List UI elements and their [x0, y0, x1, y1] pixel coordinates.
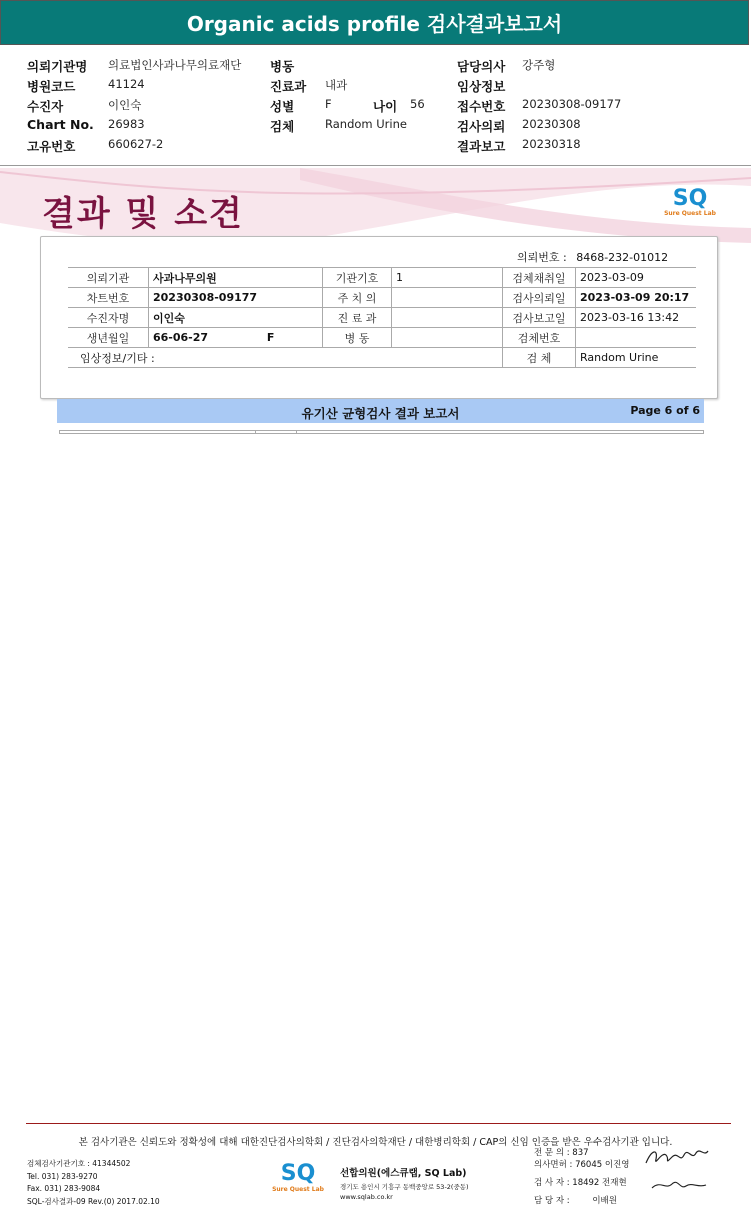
cell-label: 기관기호: [323, 268, 392, 288]
report-title: Organic acids profile 검사결과보고서: [186, 12, 563, 36]
sq-footer-logo-subtitle: Sure Quest Lab: [272, 1186, 324, 1193]
report-section-title: 유기산 균형검사 결과 보고서: [301, 406, 460, 421]
footer-line: 검체검사기관기호 : 41344502: [27, 1159, 131, 1168]
header-mid-labels: [270, 57, 306, 137]
value-patient: 이인숙: [108, 98, 142, 112]
label-hospital-code: 병원코드: [27, 79, 76, 94]
value-age: 56: [410, 97, 425, 111]
manager-label: 담 당 자 :: [534, 1196, 570, 1206]
cell-value: [392, 328, 503, 348]
signatory-3: [534, 1194, 617, 1206]
header-left-labels: [27, 57, 94, 157]
cell-value: Random Urine: [576, 348, 697, 368]
value-institution: 의료법인사과나무의료재단: [108, 58, 242, 72]
cell-value: [392, 288, 503, 308]
label-request-date: 검사의뢰: [457, 119, 506, 134]
cell-label: 생년월일: [68, 328, 149, 348]
birth-date: 66-06-27: [153, 331, 209, 344]
cell-value: 20230308-09177: [149, 288, 323, 308]
value-dept: 내과: [325, 78, 348, 92]
label-receipt-no: 접수번호: [457, 99, 506, 114]
table-row: [68, 348, 696, 368]
cell-label: 검체번호: [503, 328, 576, 348]
footer-divider: [26, 1123, 731, 1124]
label-sex: 성별: [270, 99, 295, 114]
sq-logo-text: SQ: [672, 186, 708, 211]
signatory-1: [534, 1146, 630, 1170]
label-age: 나이: [373, 99, 398, 114]
table-row: [68, 328, 696, 348]
cell-label: 차트번호: [68, 288, 149, 308]
cell-value: 2023-03-16 13:42: [576, 308, 697, 328]
request-no-value: 8468-232-01012: [576, 251, 669, 264]
sq-logo: [664, 188, 716, 217]
value-hospital-code: 41124: [108, 77, 145, 91]
table-row: [68, 268, 696, 288]
page-indicator: Page 6 of 6: [630, 404, 700, 417]
cell-label: 주 치 의: [323, 288, 392, 308]
value-request-date: 20230308: [522, 117, 581, 131]
results-title: 결과 및 소견: [42, 194, 244, 234]
lab-info: [340, 1165, 469, 1201]
lab-address: 경기도 용인시 기흥구 동백중앙로 53-2(중동): [340, 1183, 469, 1191]
footer-line: Tel. 031) 283-9270: [27, 1171, 98, 1181]
label-ward: 병동: [270, 59, 295, 74]
cell-value: 2023-03-09 20:17: [576, 288, 697, 308]
sq-footer-logo: [272, 1162, 324, 1193]
specialist-no: 전 문 의 : 837: [534, 1148, 589, 1158]
doctor-license: 의사면허 : 76045 이진영: [534, 1160, 630, 1170]
cell-label: 검사보고일: [503, 308, 576, 328]
lab-website: www.sqlab.co.kr: [340, 1193, 393, 1201]
label-institution: 의뢰기관명: [27, 59, 88, 74]
clinical-info-label: 임상정보/기타 :: [68, 348, 503, 368]
cell-label: 의뢰기관: [68, 268, 149, 288]
value-unique-no: 660627-2: [108, 137, 164, 151]
sq-logo-subtitle: Sure Quest Lab: [664, 210, 716, 217]
value-specimen: Random Urine: [325, 117, 407, 131]
header-right-values: [522, 57, 621, 157]
lab-name: 선합의원(에스큐랩, SQ Lab): [340, 1168, 467, 1179]
strip-divider: [255, 431, 256, 434]
label-unique-no: 고유번호: [27, 139, 76, 154]
request-number: [517, 249, 668, 265]
patient-info-table: [68, 267, 696, 368]
label-patient: 수진자: [27, 99, 64, 114]
value-doctor: 강주형: [522, 58, 556, 72]
sq-footer-logo-text: SQ: [280, 1161, 316, 1186]
value-receipt-no: 20230308-09177: [522, 97, 622, 111]
label-doctor: 담당의사: [457, 59, 506, 74]
accreditation-note: 본 검사기관은 신뢰도와 정확성에 대해 대한진단검사의학회 / 진단검사의학재단 / 대한병리학회 / CAP의 신임 인증을 받은 우수검사기관 입니다.: [78, 1137, 673, 1148]
empty-table-strip: [59, 430, 704, 434]
value-report-date: 20230318: [522, 137, 581, 151]
cell-label: 검체채취일: [503, 268, 576, 288]
birth-sex: F: [266, 331, 275, 344]
footer-line: SQL-검사결과-09 Rev.(0) 2017.02.10: [27, 1196, 160, 1206]
signature-1-icon: [644, 1145, 710, 1171]
cell-label: 병 동: [323, 328, 392, 348]
cell-value: [149, 328, 323, 348]
header-divider: [0, 165, 751, 166]
cell-value: 사과나무의원: [149, 268, 323, 288]
cell-label: 진 료 과: [323, 308, 392, 328]
cell-value: 2023-03-09: [576, 268, 697, 288]
label-specimen: 검체: [270, 119, 295, 134]
label-clinical-info: 임상정보: [457, 79, 506, 94]
value-chart-no: 26983: [108, 117, 145, 131]
signature-2-icon: [650, 1176, 708, 1194]
header-left-values: [108, 57, 241, 157]
table-row: [68, 308, 696, 328]
cell-value: 이인숙: [149, 308, 323, 328]
footer-contact: [27, 1158, 160, 1208]
cell-value: [392, 308, 503, 328]
cell-value: [576, 328, 697, 348]
value-ward: [325, 57, 407, 77]
report-header-bar: [0, 0, 749, 45]
strip-divider: [296, 431, 297, 434]
value-sex: F: [325, 97, 332, 111]
signatory-2: 검 사 자 : 18492 전재현: [534, 1178, 627, 1188]
footer-line: Fax. 031) 283-9084: [27, 1184, 101, 1193]
request-no-label: 의뢰번호 :: [517, 251, 567, 264]
header-right-labels: [457, 57, 505, 157]
cell-label: 수진자명: [68, 308, 149, 328]
table-row: [68, 288, 696, 308]
label-chart-no: Chart No.: [27, 117, 94, 132]
cell-label: 검 체: [503, 348, 576, 368]
cell-label: 검사의뢰일: [503, 288, 576, 308]
label-dept: 진료과: [270, 79, 307, 94]
report-section-bar: [57, 399, 704, 423]
cell-value: 1: [392, 268, 503, 288]
value-clinical-info: [522, 77, 621, 97]
label-report-date: 결과보고: [457, 139, 506, 154]
manager-name: 이배원: [592, 1196, 617, 1206]
